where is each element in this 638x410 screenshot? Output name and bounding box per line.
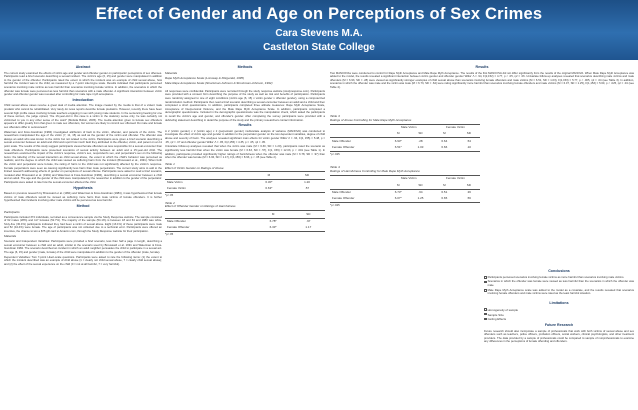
measures-item: Rape Myth Acceptance Scale (Lonsway & Fitzgerald, 1995) bbox=[165, 75, 245, 80]
table-header: SD bbox=[458, 131, 480, 138]
checkbox-icon bbox=[484, 308, 487, 311]
table-4-title: Ratings of Harmfulness Controlling for Male Rape Myth Acceptance bbox=[330, 169, 420, 174]
column-3-tables bbox=[330, 112, 480, 212]
table-cell: 6.33* bbox=[254, 225, 291, 232]
hypothesis-text: Based on previous research by Broussard et al. (1991) and Waterman & Foss-Goodman (1984), it was hypothesized that female victims of male offenders would be viewed as suffering more harm than male victims of female offenders. It is further hypothesized that incidents involving older male victims will be perceived as less harmful. bbox=[4, 192, 162, 203]
table-cell: .56 bbox=[458, 196, 480, 203]
table-header bbox=[165, 211, 254, 218]
table-cell: .57 bbox=[289, 186, 325, 193]
future-research-text: Future research should also incorporate a sample of professionals that work with both victims of sexual abuse and sex offenders such as teachers, police officers, probation officers, social workers, clinical psychologists, and other treatment providers. The data provided by a sample of professionals could be compared to sample of nonprofessionals to examine any differences in the perceptions of female offending and offenders. bbox=[484, 329, 634, 344]
table-header: M bbox=[431, 182, 458, 189]
materials-text: Scenario and Independent Variables: Participants were provided a brief scenario, less than half a page in length, describing a sexual encounter between a child and an adult, similar to the scenario used by Broussard et al. 1991 and Waterman & Foss-Goodman 1984. The scenario described an incident in which an adult neighbor persuades the child to participate in a sexual act. The age (6, 15) and gender (male, female) of the child were manipulated in addition to the gender of the offender (male, female). bbox=[4, 240, 162, 254]
table-header bbox=[330, 182, 386, 189]
table-1 bbox=[165, 163, 325, 198]
table-cell: 6.73* bbox=[394, 190, 402, 195]
table-cell: Female Victim bbox=[165, 186, 249, 193]
table-group-header: Male Victim bbox=[386, 124, 431, 131]
table-header: SD bbox=[410, 182, 431, 189]
table-header: SD bbox=[292, 211, 325, 218]
abstract-heading: Abstract bbox=[75, 65, 91, 69]
table-1-caption: Table 1 bbox=[165, 161, 175, 166]
table-cell: .10 bbox=[458, 145, 480, 152]
table-header: SD bbox=[458, 182, 480, 189]
table-2-caption: Table 2 bbox=[165, 200, 175, 205]
table-header: M bbox=[431, 131, 458, 138]
checkbox-icon bbox=[484, 289, 487, 292]
column-1 bbox=[4, 64, 162, 268]
table-4 bbox=[330, 166, 480, 207]
table-row bbox=[330, 145, 480, 152]
table-cell: 1.17 bbox=[292, 225, 325, 232]
table-cell: Male Offender bbox=[167, 219, 186, 224]
poster-banner bbox=[0, 0, 638, 60]
column-4 bbox=[484, 268, 634, 345]
participants-heading: Participants bbox=[4, 209, 20, 214]
table-cell: 6.63* bbox=[249, 186, 289, 193]
table-cell: Male Victim bbox=[167, 180, 183, 185]
table-1-note: *p<.05 bbox=[165, 193, 174, 198]
dependent-variables-text: Dependent Variables: Two 7-point Likert-scale questions. Participants were asked to rate the following items: (1) the extent to which the incident described was an example of child abuse (1 = clearly not child sexual abuse, 7 = clearly child sexual abuse); and (2) the effect of the sexual experience on the child (0 = not at all harmful, 7 = very harmful). bbox=[4, 255, 162, 266]
table-cell: 1.03 bbox=[410, 145, 431, 152]
table-group-header: Female Victim bbox=[431, 124, 480, 131]
table-3-note: *p<.025 bbox=[330, 151, 340, 156]
table-2-title: Effect of Offender Gender on Ratings of Harmfulness bbox=[165, 204, 236, 209]
measures-item: Male Rape Acceptance Scale (Struckman-Johnson & Struckman-Johnson, 1992) bbox=[165, 80, 273, 85]
poster-title: Effect of Gender and Age on Perceptions of Sex Crimes bbox=[95, 5, 543, 23]
results-followup-text: Univariate follow-up analyses revealed that when the victim was male (M = 6.30, SD = 1.20), participants rated the scenario as significantly less harmful than when the victim was female (M = 6.63, SD = .57), F(1, 156) = 12.03, p < .001 (see Table 1). In addition, participants provided significantly higher ratings of harmfulness when the offender was male (M = 6.78, SD = .97) than when the offender was female (M = 6.36, SD = 1.17), F(1,156) = 8.93, p < .05 (see Table 2). bbox=[165, 145, 325, 160]
results-text: A 2 (victim gender) x 2 (victim age) x 2 (perpetrator gender) multivariate analysis of variance (MANOVA) was conducted to investigate the effect of victim age and gender in addition to the perpetrator gender on the two dependent variables, degree of child abuse and severity of harm. The analyses revealed significant main effects for victim gender Wilks' Λ = .94, F(2, 155) = 5.48, p = .05, η2 = .07 and offender gender Wilks' Λ = .95, F(2,155) = 4.35, p = .05, η2 = .05. bbox=[165, 129, 325, 144]
table-cell: 6.07* bbox=[386, 196, 410, 203]
table-2-note: *p<.05 bbox=[165, 231, 174, 236]
conclusions-list bbox=[484, 276, 634, 296]
table-3-caption: Table 3 bbox=[330, 114, 340, 118]
checkbox-icon bbox=[484, 276, 487, 279]
conclusion-item: Male Rape Myth Acceptance scale was added to the model as a covariate, and the results revealed that scenarios involving female offenders and male victims were rated as the least harmful situation. bbox=[484, 289, 634, 296]
limitations-list bbox=[484, 308, 634, 322]
conclusions-heading: Conclusions bbox=[548, 269, 570, 273]
introduction-paragraph: Waterman and Foss-Goodman (1984) investigated attribution of fault to the victim, offender, and parents of the victim. The researchers manipulated the age of the victim (7, 11, 15) as well as the gender of the victim and offender. The offender was always an adult who was known to the victim but not related to the victim. Participants were given a brief scenario describing a sexual encounter between an adult and child and report how much fault they attributed to the offender, victim, and parent on an 11 point scale. The results of this study suggest participants viewed female offenders as less responsible for a sexual encounter than male offenders. Participants were presented scenarios of sexual activity between an adult and a 15-year-old child. The researchers examined the impact of the victim's response, victim's sex, respondent's sex, and perpetrator's sex on the following items: the labeling of the sexual interaction as child sexual abuse, the extent to which the child's behavior was perceived as realistic, and the degree to which the child was viewed as suffering harm from the incident (Broussard et al., 1991). When both the victim and perpetrator were female, the rating of harm to the child was not significantly affected by the victim's response. Female perpetrators were seen as causing significantly less harm than male perpetrators. The current study aims to add to the limited research addressing effects of gender on perceptions of sexual offense. Participants were asked to read a brief scenario, modeled after Broussard et al. (1991) and Waterman & Foss-Goodman (1984), describing a sexual encounter between a child and an adult. The age and the gender of the child were manipulated by the researcher in addition to the gender of the perpetrator. Participants were asked to rate how the sexual encounter affected the child. bbox=[4, 130, 162, 184]
column-3 bbox=[330, 64, 634, 91]
checkbox-icon bbox=[484, 313, 487, 316]
limitation-item: Homogeneity of sample bbox=[484, 308, 634, 313]
results-heading: Results bbox=[238, 123, 252, 128]
table-cell: Female Offender bbox=[330, 145, 386, 152]
table-group-header: Male Victim bbox=[386, 175, 431, 182]
table-cell: Male Offender bbox=[332, 190, 351, 195]
table-row bbox=[165, 179, 325, 186]
measures-heading: Methods bbox=[237, 65, 253, 69]
table-4-note: *p<.025 bbox=[330, 202, 340, 207]
table-cell: .64 bbox=[418, 190, 423, 195]
table-cell: 6.93* bbox=[394, 138, 402, 143]
table-1-title: Effect of Victim Gender on Ratings of Abuse bbox=[165, 165, 224, 170]
table-cell: Male Offender bbox=[332, 138, 351, 143]
table-cell: Female Offender bbox=[330, 196, 386, 203]
column-2 bbox=[165, 64, 325, 241]
abstract-text: The current study examined the effects of victim age and gender and offender gender on participants' perceptions of sex offenses. Participants read a brief scenario describing a sexual incident. The victim's age (6, 15) and gender were manipulated in addition to the gender of the offender. Participants rated the extent to which the incident was an example of child sexual abuse, how harmful the incident was to the child, as measured by a 7-point Likert-type scale. Results indicated that participants perceived scenarios involving male victims as less harmful than scenarios involving female victims. In addition, the scenarios in which the offender was female were perceived as less harmful than scenarios with a male offender. A significant interaction between victim gender and offender gender was revealed after controlling for male rape myth acceptance. bbox=[4, 71, 162, 97]
hypothesis-heading: Hypothesis bbox=[73, 185, 93, 190]
table-header: M bbox=[386, 182, 410, 189]
conclusion-item: Participants perceived scenarios involving female victims as more harmful than scenarios involving male victims. bbox=[484, 276, 634, 280]
measures-item: Materials bbox=[165, 70, 178, 75]
table-header: M bbox=[254, 211, 291, 218]
table-header: SD bbox=[289, 172, 325, 179]
table-3 bbox=[330, 115, 480, 156]
table-cell: 6.51* bbox=[386, 145, 410, 152]
table-cell: .36 bbox=[466, 190, 471, 195]
results-heading: Results bbox=[475, 65, 489, 69]
limitation-item: Sample Size bbox=[484, 313, 634, 318]
table-header bbox=[165, 172, 249, 179]
table-4-caption: Table 4 bbox=[330, 165, 340, 170]
table-3-title: Ratings of Abuse Controlling for Male Rape Myth Acceptance bbox=[330, 117, 412, 122]
table-row bbox=[165, 186, 325, 193]
table-cell: 1.25 bbox=[410, 196, 431, 203]
table-row bbox=[165, 225, 325, 232]
introduction-paragraph: Child sexual abuse cases receive a great deal of media attention. The image created by the media is that of a violent male predator who cannot be rehabilitated. Very rarely do news reports describe female predators. However, recently there have been several high profile cases involving female teachers engaging in sex with young male students. In the sentencing hearing for one of these women, the judge opined, "the 16-year-old in this case is a victim in the statutory sense only, he was certainly not victimized to you in any other sense of the word" (Mottola Bolton, 2005). The media attention given to female sex offenders appears to differ greatly from that given to male sex offenders, but women are likely to commit sex offenses! Do male and female sex offenders differ in seriousness? bbox=[4, 104, 162, 129]
participants-text: Participants included 374 individuals, recruited as a convenience sample via the Study Response website. The sample consisted of 62 males (28%) and 117 females (52.7%). The majority of the sample (54.1%) is between 18 and 64 and 1980 was white. Sixty-five (30.4%) participants indicated they had been a victim of sexual abuse. Eight (13.1%) of these participants were male and 52 (44.4%) were female. The age of participants was not collected due to a technical error. Participants were offered an incentive, the chance to win a $75 gift card to Amazon.com, through the Study Response website for their participation. bbox=[4, 215, 162, 234]
limitations-heading: Limitations bbox=[549, 301, 569, 306]
table-row bbox=[330, 189, 480, 196]
table-cell: 1.20 bbox=[304, 180, 310, 185]
table-group-header: Female Victim bbox=[431, 175, 480, 182]
introduction-heading: Introduction bbox=[72, 97, 94, 102]
table-cell: 6.51 bbox=[441, 190, 448, 195]
checkbox-icon bbox=[484, 318, 487, 321]
table-header: SD bbox=[410, 131, 431, 138]
checkbox-icon bbox=[484, 281, 487, 284]
table-header bbox=[330, 131, 386, 138]
poster-institution: Castleton State College bbox=[263, 42, 375, 53]
results-text: Two MANCOVAs were conducted to control for Rape Myth Acceptance and Male Rape Myth Acceptance. The results of the first MANCOVA did not differ significantly from the results of the original MANOVA. When Male Rape Myth Acceptance was added to the model, the results revealed a significant interaction between victim gender and offender gender Wilks' Λ = .94, F(2,152) = 4.77, p < .05, η2 = .06. Univariate follow-up analyses revealed that scenarios describing male victims and male offenders (M = 6.93, SD = .28) were viewed as significantly stronger examples of child sexual abuse than scenarios involving female offenders and male victims (M = 6.51, SD = 1.03), F(1,153) = 5.77, p < .005, η2 = .04 (see Table 3). In addition, scenarios in which the offender was male and the victim was male (M = 6.73, SD = .64) were rating significantly more harmful than scenarios involving female offenders and male victims (M = 6.07, SD = 1.25), F(1,153) = 5.60, p < .025, η2 = .04 (see Table 4). bbox=[330, 71, 634, 89]
table-cell: 6.64 bbox=[441, 138, 448, 143]
procedure-text: All responses were confidential. Participants were recruited through the study response website (studyresponse.com). Participants were provided with a consent form describing the purpose of the study as well as risk and benefits of participation. Participants were randomly assigned to one of eight conditions (victim age (6, 15) x victim gender x offender gender), using a computerized randomization method. Participants then read a brief scenario describing a sexual encounter between an adult and a child and then completed a short questionnaire. In addition, participants completed three attitude measures: Rape Myth Acceptance Scale, Acceptance of Interpersonal Violence, and the Male Rape Myth Acceptance Scale. In addition, participants completed a demographic questionnaire. Included in the demographic questionnaire was the manipulation check, which asked the participants to recall the victim's age and gender, and offender's gender. After completing the survey participants were provided with a debriefing statement describing in detail the purpose of the study and the primary researchers contact information. bbox=[165, 89, 325, 122]
table-cell: .28 bbox=[418, 138, 423, 143]
table-row bbox=[165, 218, 325, 225]
table-cell: 6.78* bbox=[269, 219, 277, 224]
table-header: M bbox=[386, 131, 410, 138]
table-2 bbox=[165, 202, 325, 237]
poster-author: Cara Stevens M.A. bbox=[275, 28, 363, 39]
table-cell: Female Offender bbox=[165, 225, 254, 232]
table-cell: .97 bbox=[306, 219, 311, 224]
table-row bbox=[330, 196, 480, 203]
limitation-item: Ceiling Effects bbox=[484, 317, 634, 322]
table-header: M bbox=[249, 172, 289, 179]
table-row bbox=[330, 138, 480, 145]
method-heading: Method bbox=[76, 203, 90, 208]
table-cell: 6.65 bbox=[431, 196, 458, 203]
table-cell: .54 bbox=[466, 138, 471, 143]
table-cell: 6.30* bbox=[265, 180, 273, 185]
materials-heading: Materials bbox=[4, 234, 17, 239]
conclusion-item: Scenarios in which the offender was female were viewed as less harmful than the scenarios in which the offender was male. bbox=[484, 280, 634, 287]
table-cell: 6.66 bbox=[431, 145, 458, 152]
future-research-heading: Future Research bbox=[544, 323, 574, 328]
